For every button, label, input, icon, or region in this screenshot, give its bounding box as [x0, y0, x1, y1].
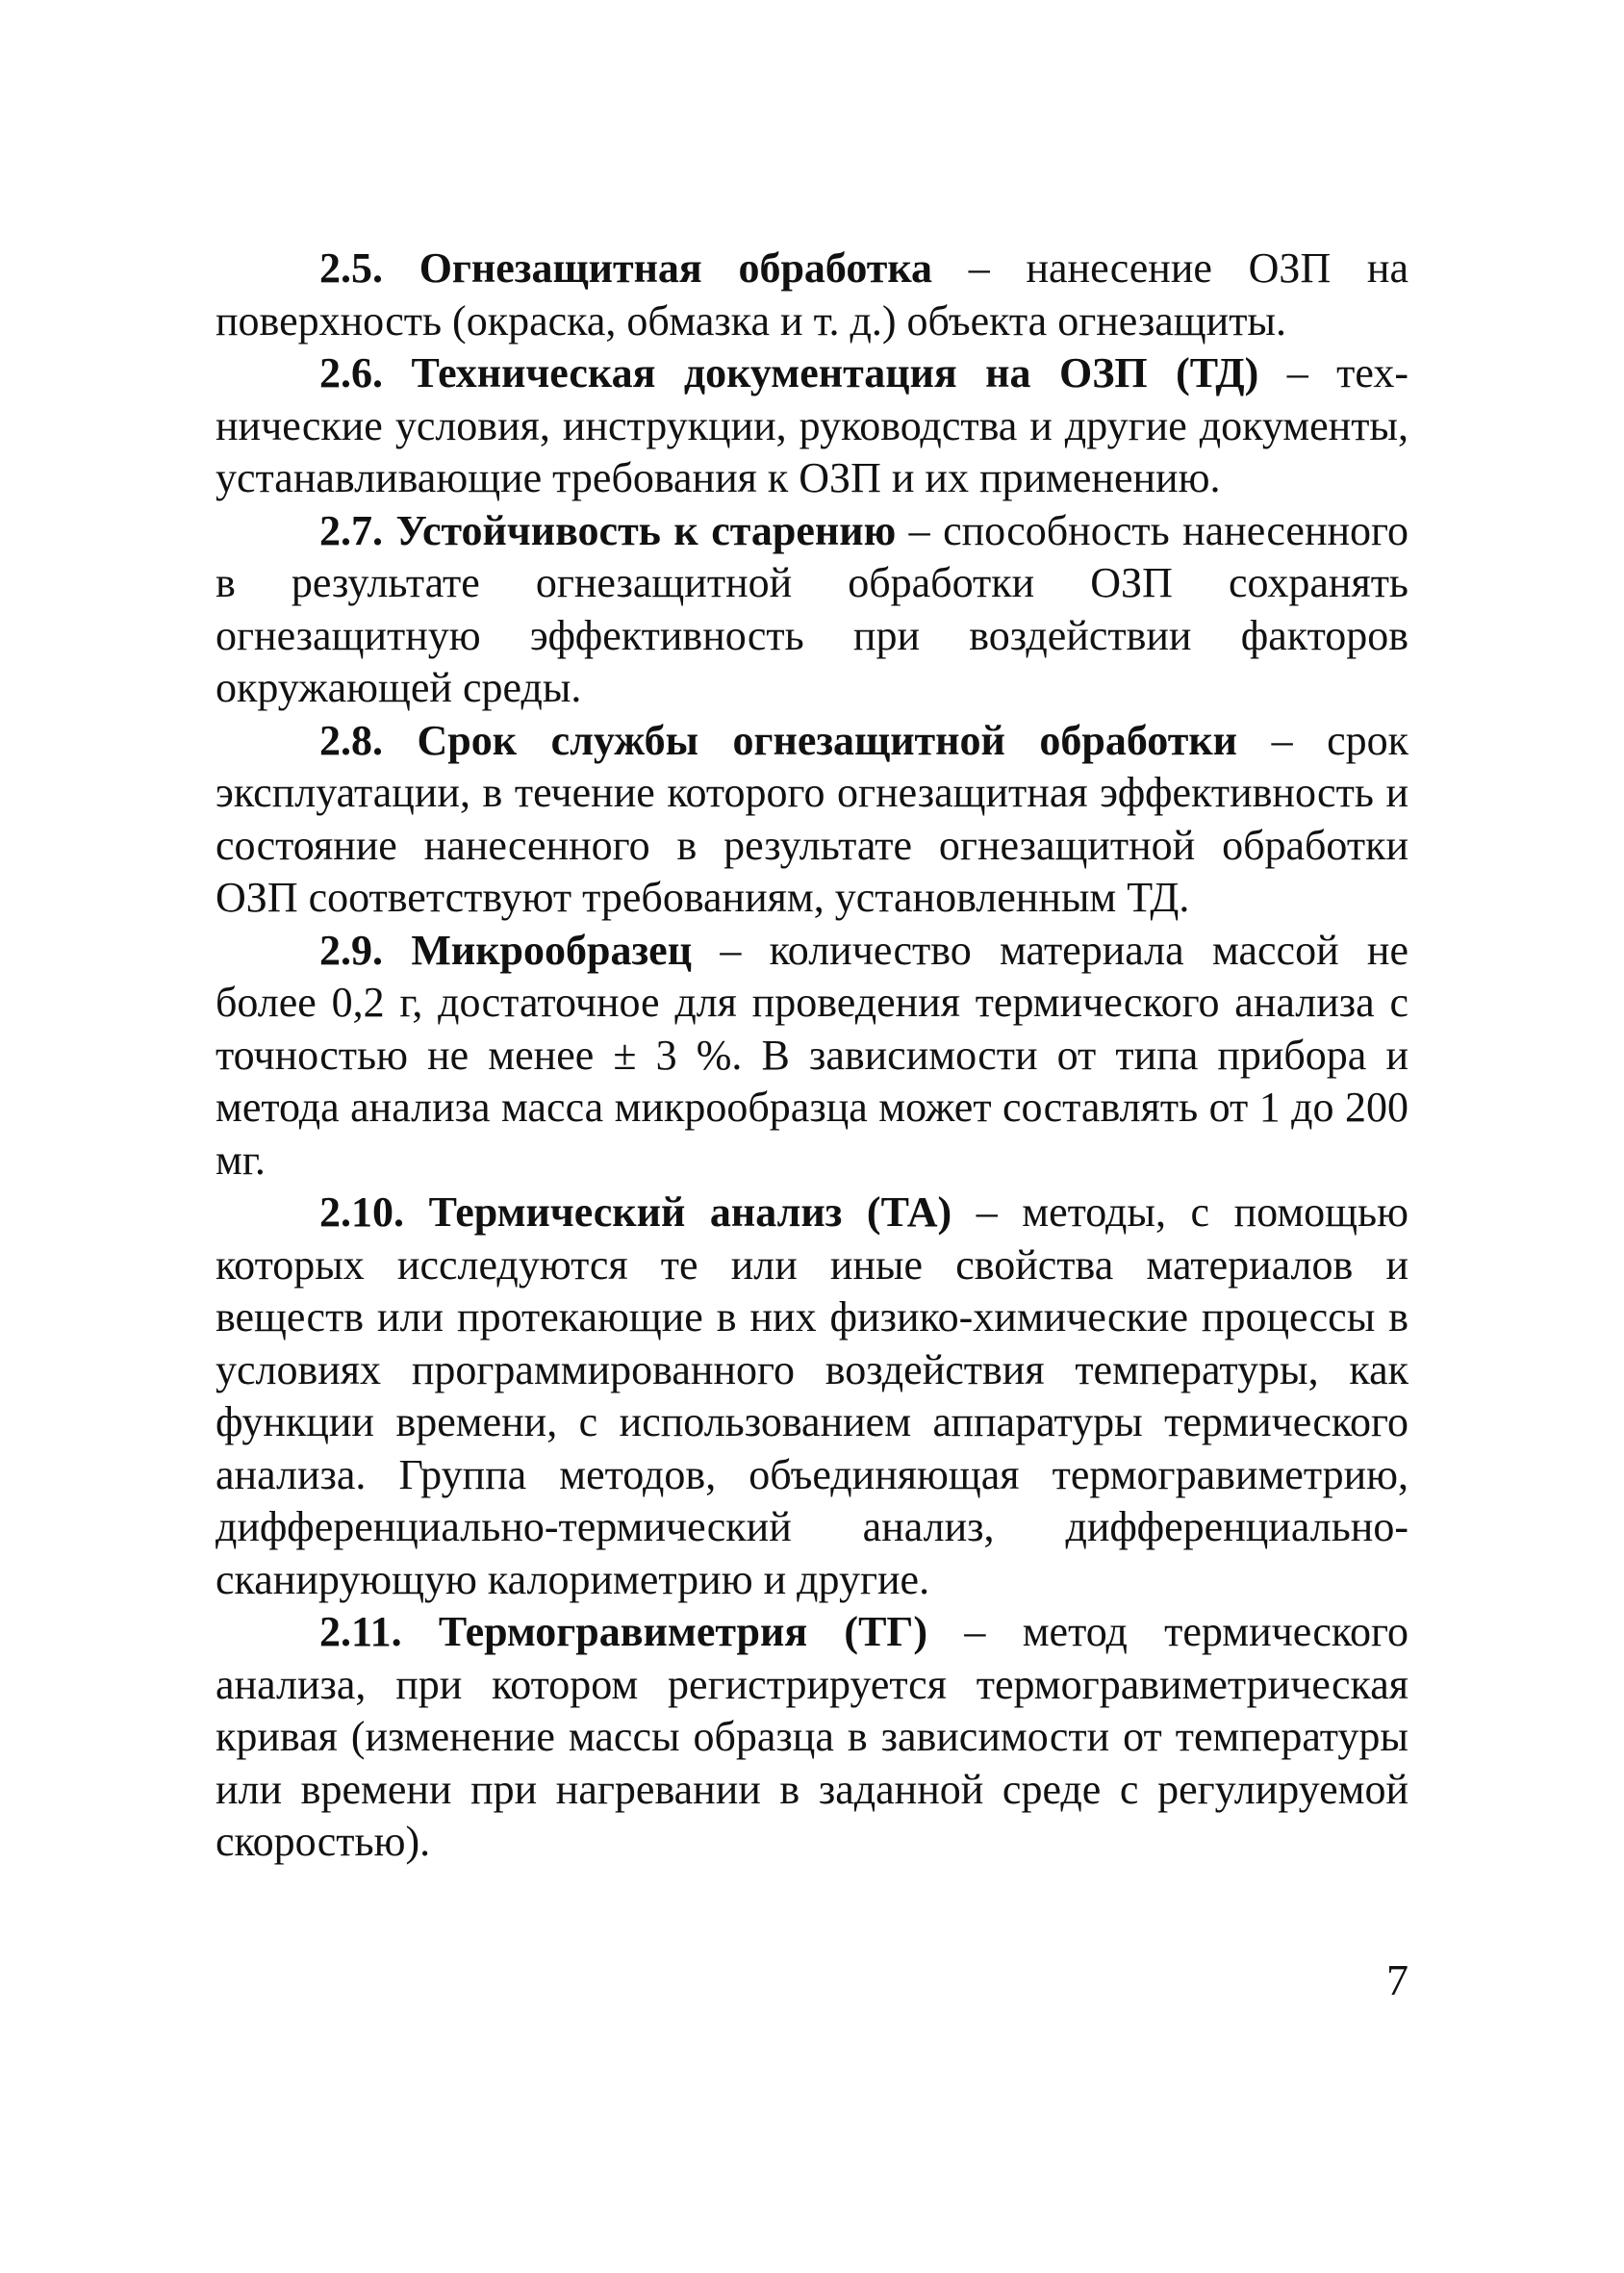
definition-number: 2.5.: [319, 244, 383, 292]
definition-term: Техническая документация на ОЗП (ТД): [411, 349, 1259, 396]
definition-2-9: [216, 925, 1408, 1188]
definition-text: – нанесение ОЗП на поверхность (окраска, обмазка и т. д.) объекта огнезащиты.: [216, 244, 1409, 345]
definition-text: – срок эксплуатации, в течение которого огнезащитная эффективность и состояние нанесенного в результате огнезащитной обработки ОЗП соответствуют требованиям, установленным ТД.: [216, 716, 1408, 921]
definition-number: 2.9.: [319, 926, 383, 974]
definition-2-6: [216, 347, 1408, 505]
definition-2-11: [216, 1606, 1408, 1869]
definition-2-8: [216, 715, 1408, 925]
definition-text: – количество материала массой не более 0,2 г, достаточное для проведения термического анализа с точностью не менее ± 3 %. В зависимости от типа прибора и метода анализа масса микрообразца может составлять от 1 до 200 мг.: [216, 926, 1409, 1184]
definition-number: 2.10.: [319, 1188, 404, 1236]
definitions-list: [216, 243, 1408, 1869]
definition-text: – методы, с помощью которых исследуются те или иные свойства материалов и веществ или протекающие в них физико-химические процессы в условиях программированного воздействия температуры, как функции времени, с использованием аппаратуры термического анализа. Группа методов, объединяющая термогравиметрию, дифференциально-термический анализ, дифференциально-сканирующую калориметрию и другие.: [216, 1188, 1408, 1603]
definition-term: Термический анализ (ТА): [428, 1188, 952, 1236]
definition-text: – способность нанесенного в результате огнезащитной обработки ОЗП сохранять огнезащитную эффективность при воздействии факторов окружающей среды.: [216, 506, 1408, 711]
definition-term: Огнезащитная обработка: [419, 244, 933, 292]
definition-number: 2.6.: [319, 349, 383, 396]
definition-number: 2.11.: [319, 1608, 402, 1655]
definition-term: Термогравиметрия (ТГ): [438, 1608, 928, 1655]
definition-number: 2.7.: [319, 506, 383, 554]
definition-text: – метод термического анализа, при котором регистрируется термогравиметрическая кривая (изменение массы образца в зависимости от температуры или времени при нагревании в заданной среде с регулируемой скоростью).: [216, 1608, 1409, 1865]
definition-number: 2.8.: [319, 716, 383, 764]
definition-2-10: [216, 1187, 1408, 1606]
definition-term: Микрообразец: [411, 926, 693, 974]
definition-text: – технические условия, инструкции, руководства и другие документы, устанавливающие требования к ОЗП и их применению.: [216, 349, 1408, 501]
page-number: 7: [1386, 1955, 1408, 2005]
definition-2-5: [216, 243, 1408, 347]
definition-2-7: [216, 505, 1408, 715]
definition-term: Срок службы огнезащитной обработки: [417, 716, 1238, 764]
definition-term: Устойчивость к старению: [395, 506, 897, 554]
